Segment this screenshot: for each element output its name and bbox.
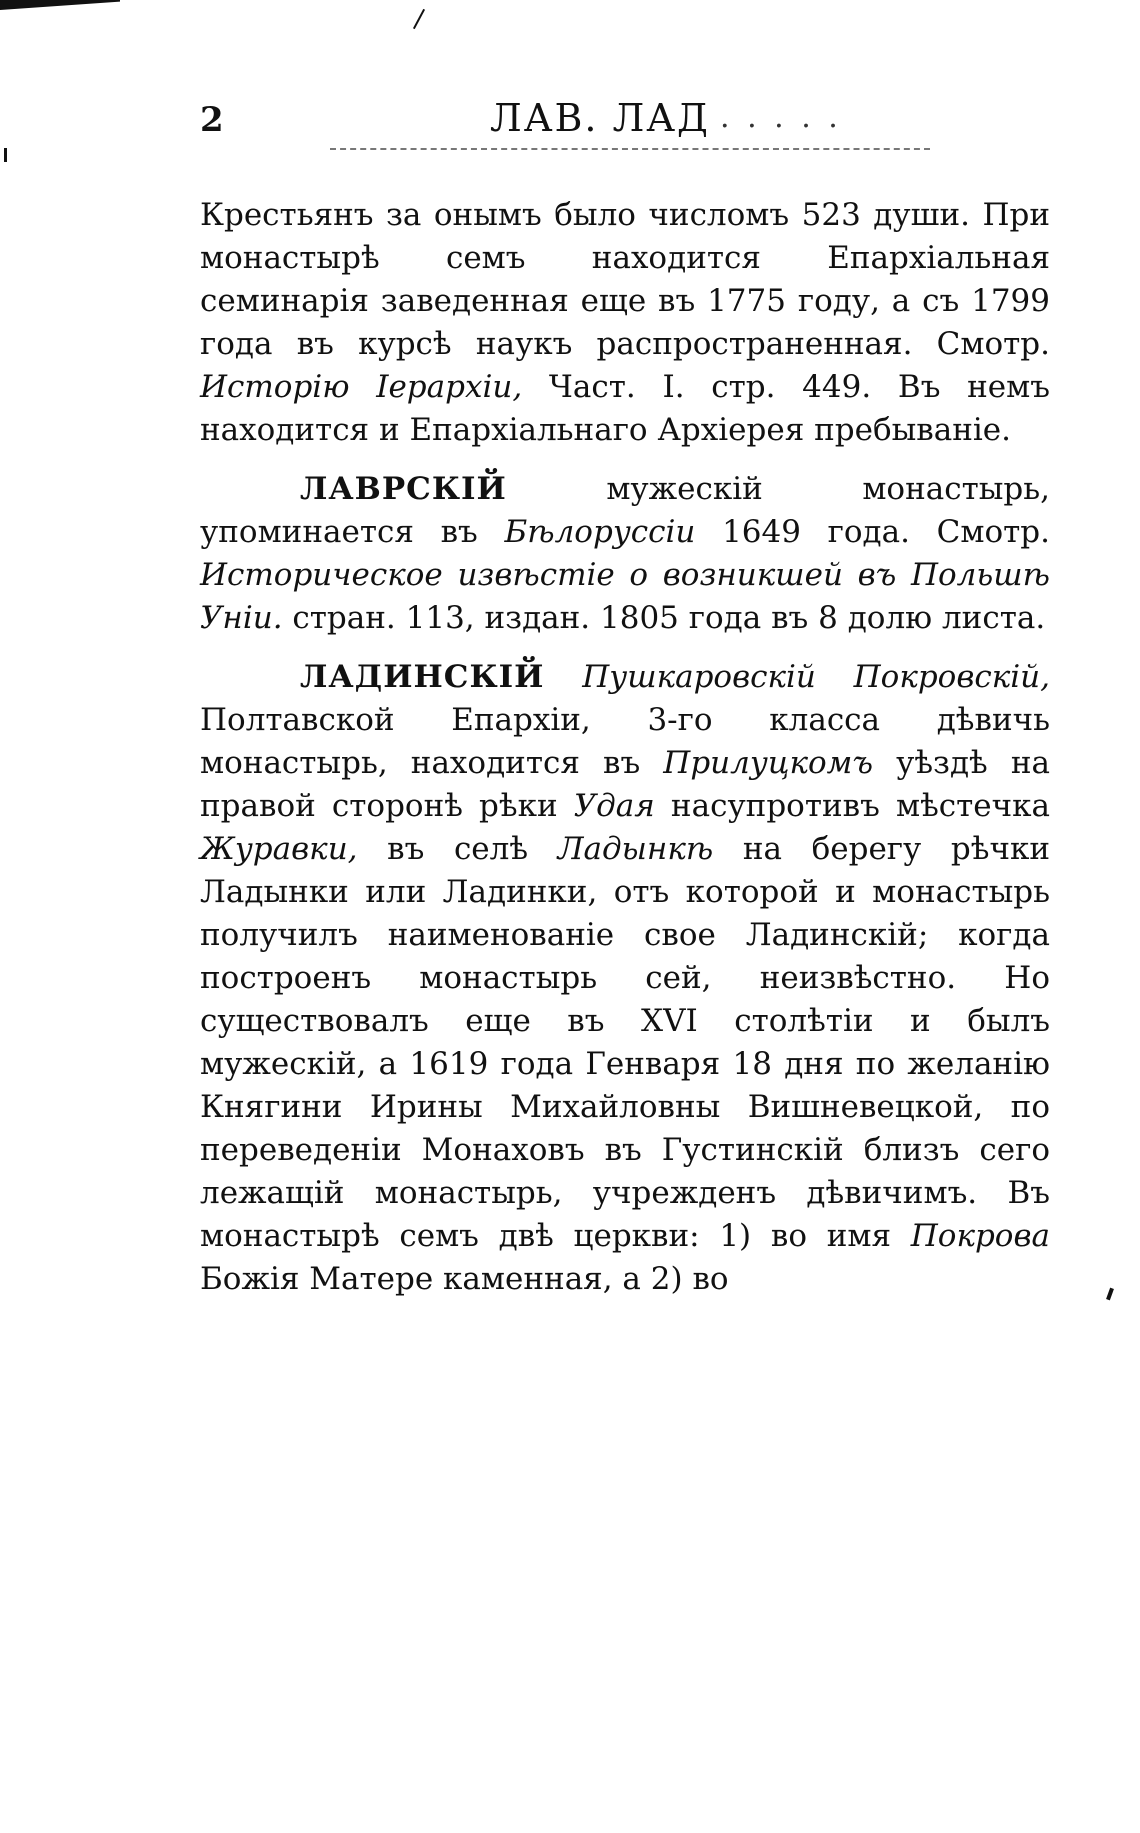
- running-head-dots: . . . . .: [720, 100, 842, 135]
- entry-text: мужескій монастырь, упоминается въ: [200, 471, 1050, 550]
- book-page: [200, 92, 1050, 1301]
- italic-reference: Историческое извѣстіе о возникшей въ Польшѣ Уніи.: [200, 557, 1050, 636]
- entry-text: Крестьянъ за онымъ было числомъ 523 души. При монастырѣ семъ находится Епархіальная семинарія заведенная еще въ 1775 году, а съ 1799 года въ курсѣ наукъ распространенная. Смотр.: [200, 197, 1050, 362]
- entry-text: Божія Матере каменная, а 2) во: [200, 1261, 729, 1297]
- entry-headword: ЛАДИНСКІЙ: [300, 659, 545, 695]
- entry-text: въ селѣ: [357, 831, 558, 867]
- entry-continuation: [200, 194, 1050, 452]
- italic-subtitle: Пушкаровскій Покровскій,: [544, 659, 1050, 695]
- italic-place: Прилуцкомъ: [663, 745, 874, 781]
- entry-text: насупротивъ мѣстечка: [654, 788, 1050, 824]
- header-rule: [330, 148, 930, 150]
- entry-ladinsky: [200, 656, 1050, 1301]
- entry-headword: ЛАВРСКІЙ: [300, 471, 507, 507]
- italic-church-name: Покрова: [910, 1218, 1050, 1254]
- running-head: [200, 92, 1050, 152]
- entry-text: на берегу рѣчки Ладынки или Ладинки, отъ которой и монастырь получилъ наименованіе свое Ладинскій; когда построенъ монастырь сей, неизвѣстно. Но существовалъ еще въ XVI столѣтіи и былъ мужескій, а 1619 года Генваря 18 дня по желанію Княгини Ирины Михайловны Вишневецкой, по переведеніи Монаховъ въ Густинскій близъ сего лежащій монастырь, учрежденъ дѣвичимъ. Въ монастырѣ семъ двѣ церкви: 1) во имя: [200, 831, 1050, 1254]
- scan-speck: [413, 9, 425, 29]
- italic-river: Удая: [573, 788, 655, 824]
- italic-place: Ладынкѣ: [557, 831, 714, 867]
- entry-text: стран. 113, издан. 1805 года въ 8 долю листа.: [282, 600, 1046, 636]
- scan-speck: [1106, 1288, 1114, 1301]
- entry-text: Полтавской Епархіи, 3-го класса дѣвичь монастырь, находится въ: [200, 702, 1050, 781]
- page-number: 2: [200, 100, 224, 140]
- running-title: ЛАВ. ЛАД: [490, 96, 710, 140]
- scan-speck: [4, 148, 7, 162]
- entry-text: 1649 года. Смотр.: [695, 514, 1050, 550]
- body-text: [200, 194, 1050, 1301]
- italic-reference: Исторію Іерархіи,: [200, 369, 523, 405]
- italic-place: Бѣлоруссіи: [504, 514, 696, 550]
- scan-edge-mark: [0, 0, 120, 10]
- entry-text: Част. I. стр. 449. Въ немъ находится и Епархіальнаго Архіерея пребываніе.: [200, 369, 1050, 448]
- entry-text: уѣздѣ на правой сторонѣ рѣки: [200, 745, 1050, 824]
- italic-place: Журавки,: [200, 831, 358, 867]
- entry-lavrsky: [200, 468, 1050, 640]
